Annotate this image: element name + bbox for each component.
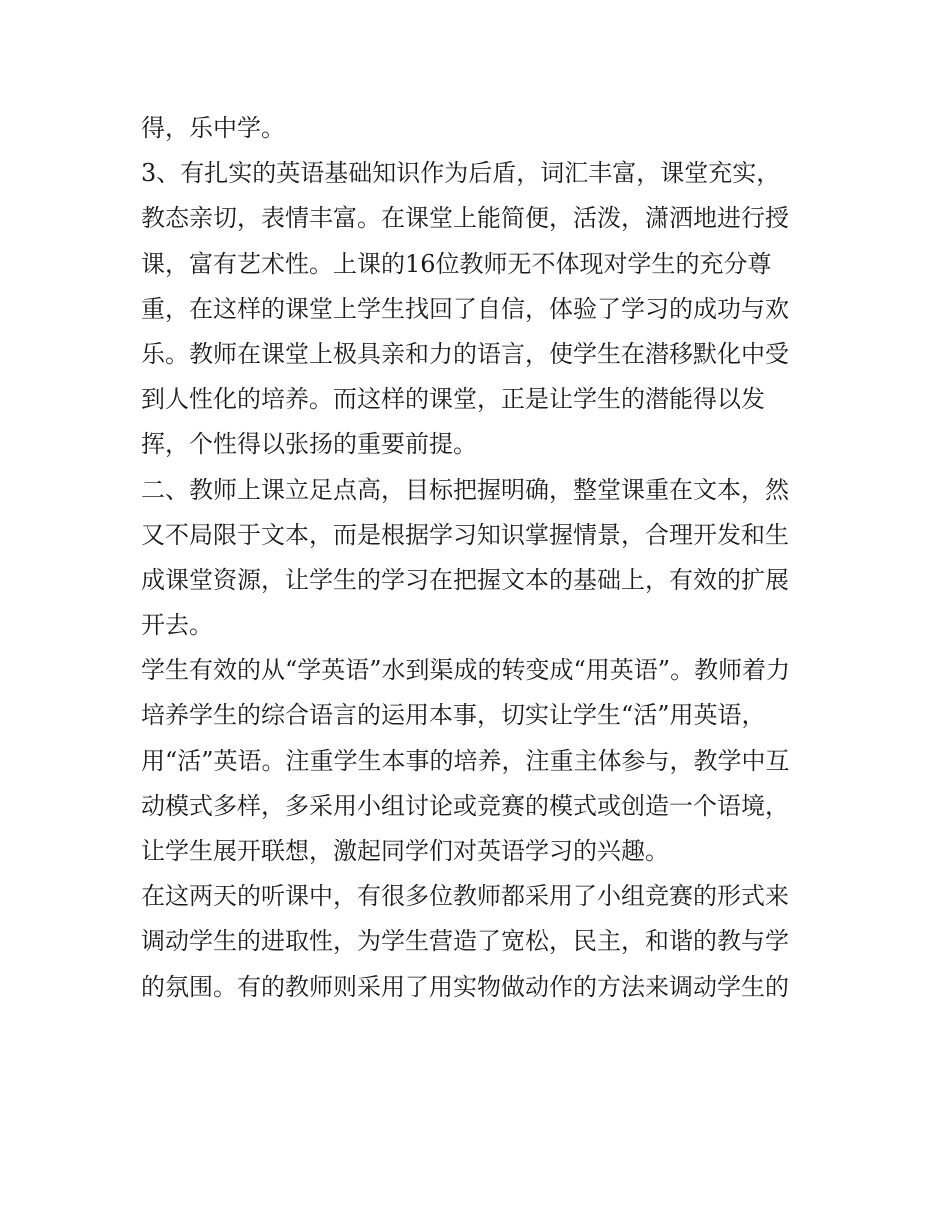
text-line: 挥，个性得以张扬的重要前提。 xyxy=(141,430,477,459)
text-line: 的氛围。有的教师则采用了用实物做动作的方法来调动学生的 xyxy=(141,972,789,1001)
text-line: 成课堂资源，让学生的学习在把握文本的基础上，有效的扩展 xyxy=(141,565,789,594)
text-line: 到人性化的培养。而这样的课堂，正是让学生的潜能得以发 xyxy=(141,385,765,414)
text-line: 3、有扎实的英语基础知识作为后盾，词汇丰富，课堂充实， xyxy=(141,159,781,188)
text-line: 二、教师上课立足点高，目标把握明确，整堂课重在文本，然 xyxy=(141,475,789,504)
text-line: 课，富有艺术性。上课的16位教师无不体现对学生的充分尊 xyxy=(141,249,772,278)
text-line: 培养学生的综合语言的运用本事，切实让学生“活”用英语， xyxy=(141,701,766,730)
text-line: 开去。 xyxy=(141,611,213,640)
text-line: 调动学生的进取性，为学生营造了宽松，民主，和谐的教与学 xyxy=(141,927,789,956)
text-line: 让学生展开联想，激起同学们对英语学习的兴趣。 xyxy=(141,837,669,865)
text-line: 在这两天的听课中，有很多位教师都采用了小组竞赛的形式来 xyxy=(141,882,789,911)
text-line: 用“活”英语。注重学生本事的培养，注重主体参与，教学中互 xyxy=(141,746,790,775)
text-line: 教态亲切，表情丰富。在课堂上能简便，活泼，潇洒地进行授 xyxy=(141,204,789,233)
text-line: 学生有效的从“学英语”水到渠成的转变成“用英语”。教师着力 xyxy=(141,656,791,685)
document-body xyxy=(141,106,821,1010)
text-line: 重，在这样的课堂上学生找回了自信，体验了学习的成功与欢 xyxy=(141,294,789,323)
text-line: 动模式多样，多采用小组讨论或竞赛的模式或创造一个语境， xyxy=(141,791,789,820)
text-line: 乐。教师在课堂上极具亲和力的语言，使学生在潜移默化中受 xyxy=(141,339,789,368)
text-line: 又不局限于文本，而是根据学习知识掌握情景，合理开发和生 xyxy=(141,520,789,549)
text-line: 得，乐中学。 xyxy=(141,114,285,142)
